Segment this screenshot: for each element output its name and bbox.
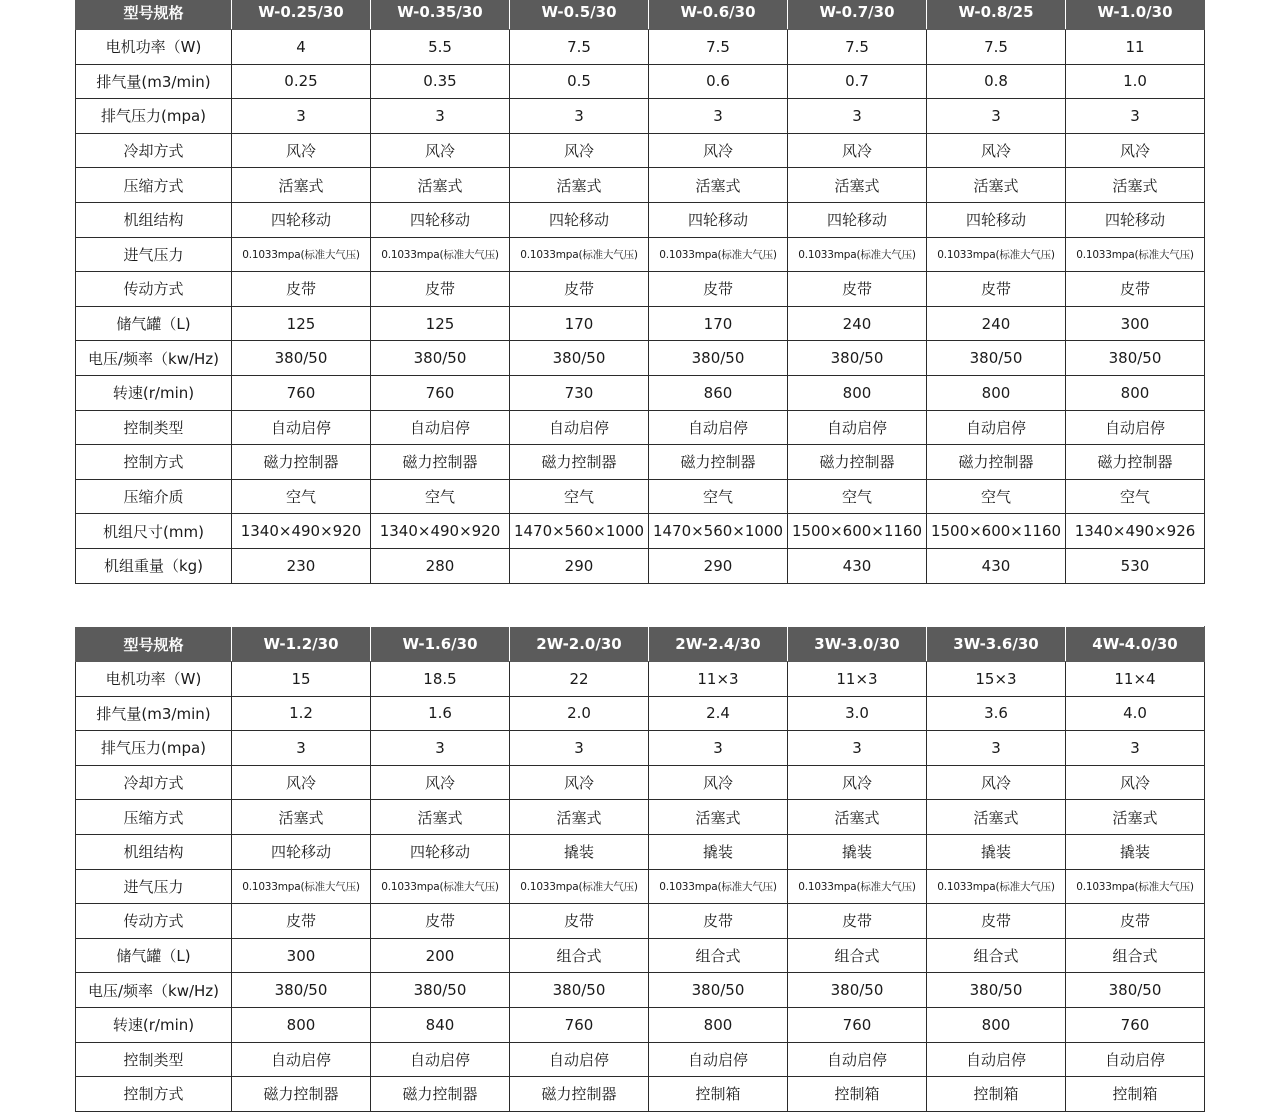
value-cell: 0.7 — [788, 64, 927, 99]
table-row — [76, 133, 1205, 168]
header-row — [76, 627, 1205, 662]
row-label-cell: 控制方式 — [76, 1077, 232, 1112]
row-label-cell: 储气罐（L) — [76, 306, 232, 341]
value-cell: 活塞式 — [510, 800, 649, 835]
table-row — [76, 1077, 1205, 1112]
table-row — [76, 272, 1205, 307]
value-cell: 530 — [1066, 548, 1205, 583]
row-label-cell: 电机功率（W) — [76, 662, 232, 697]
value-cell: 皮带 — [371, 272, 510, 307]
value-cell: 活塞式 — [1066, 800, 1205, 835]
value-cell: 4.0 — [1066, 696, 1205, 731]
header-cell-model: 3W-3.0/30 — [788, 627, 927, 662]
value-cell: 3 — [232, 731, 371, 766]
value-cell: 18.5 — [371, 662, 510, 697]
value-cell: 撬装 — [927, 834, 1066, 869]
value-cell: 11×4 — [1066, 662, 1205, 697]
value-cell: 组合式 — [510, 938, 649, 973]
value-cell: 撬装 — [788, 834, 927, 869]
value-cell: 2.4 — [649, 696, 788, 731]
value-cell: 控制箱 — [649, 1077, 788, 1112]
value-cell: 自动启停 — [788, 1042, 927, 1077]
value-cell: 4 — [232, 30, 371, 65]
value-cell: 1500×600×1160 — [927, 514, 1066, 549]
value-cell: 磁力控制器 — [232, 445, 371, 480]
value-cell: 15×3 — [927, 662, 1066, 697]
value-cell: 0.1033mpa(标准大气压) — [232, 869, 371, 904]
header-cell-model: W-1.6/30 — [371, 627, 510, 662]
table-row — [76, 341, 1205, 376]
value-cell: 860 — [649, 375, 788, 410]
value-cell: 430 — [788, 548, 927, 583]
value-cell: 230 — [232, 548, 371, 583]
value-cell: 3 — [1066, 99, 1205, 134]
table-row — [76, 445, 1205, 480]
value-cell: 皮带 — [927, 272, 1066, 307]
value-cell: 1470×560×1000 — [510, 514, 649, 549]
value-cell: 风冷 — [649, 133, 788, 168]
value-cell: 磁力控制器 — [649, 445, 788, 480]
table-row — [76, 306, 1205, 341]
table-row — [76, 30, 1205, 65]
value-cell: 0.1033mpa(标准大气压) — [649, 237, 788, 272]
table-row — [76, 514, 1205, 549]
value-cell: 800 — [927, 375, 1066, 410]
table-row — [76, 662, 1205, 697]
table-row — [76, 64, 1205, 99]
header-cell-model: W-0.7/30 — [788, 0, 927, 30]
value-cell: 3 — [510, 731, 649, 766]
header-cell-model: 2W-2.0/30 — [510, 627, 649, 662]
value-cell: 活塞式 — [371, 168, 510, 203]
value-cell: 3 — [232, 99, 371, 134]
value-cell: 380/50 — [649, 341, 788, 376]
value-cell: 皮带 — [510, 272, 649, 307]
value-cell: 380/50 — [927, 341, 1066, 376]
value-cell: 15 — [232, 662, 371, 697]
value-cell: 自动启停 — [371, 410, 510, 445]
header-cell-model: W-0.8/25 — [927, 0, 1066, 30]
header-cell-model: 2W-2.4/30 — [649, 627, 788, 662]
table-row — [76, 168, 1205, 203]
row-label-cell: 排气压力(mpa) — [76, 99, 232, 134]
value-cell: 风冷 — [510, 765, 649, 800]
value-cell: 四轮移动 — [371, 202, 510, 237]
value-cell: 磁力控制器 — [510, 1077, 649, 1112]
row-label-cell: 冷却方式 — [76, 133, 232, 168]
value-cell: 活塞式 — [371, 800, 510, 835]
value-cell: 1340×490×920 — [371, 514, 510, 549]
value-cell: 皮带 — [232, 904, 371, 939]
value-cell: 活塞式 — [232, 800, 371, 835]
value-cell: 380/50 — [788, 341, 927, 376]
value-cell: 800 — [788, 375, 927, 410]
value-cell: 皮带 — [232, 272, 371, 307]
value-cell: 空气 — [1066, 479, 1205, 514]
row-label-cell: 电机功率（W) — [76, 30, 232, 65]
value-cell: 空气 — [788, 479, 927, 514]
value-cell: 风冷 — [1066, 133, 1205, 168]
value-cell: 0.1033mpa(标准大气压) — [927, 869, 1066, 904]
value-cell: 380/50 — [232, 973, 371, 1008]
value-cell: 自动启停 — [510, 1042, 649, 1077]
header-row — [76, 0, 1205, 30]
value-cell: 活塞式 — [927, 168, 1066, 203]
value-cell: 240 — [927, 306, 1066, 341]
value-cell: 0.1033mpa(标准大气压) — [232, 237, 371, 272]
value-cell: 四轮移动 — [649, 202, 788, 237]
header-cell-model: W-0.35/30 — [371, 0, 510, 30]
value-cell: 风冷 — [788, 133, 927, 168]
value-cell: 撬装 — [510, 834, 649, 869]
value-cell: 四轮移动 — [510, 202, 649, 237]
value-cell: 0.1033mpa(标准大气压) — [927, 237, 1066, 272]
value-cell: 空气 — [232, 479, 371, 514]
value-cell: 空气 — [510, 479, 649, 514]
value-cell: 活塞式 — [788, 168, 927, 203]
value-cell: 控制箱 — [927, 1077, 1066, 1112]
value-cell: 磁力控制器 — [788, 445, 927, 480]
table-row — [76, 834, 1205, 869]
value-cell: 自动启停 — [649, 1042, 788, 1077]
value-cell: 760 — [510, 1007, 649, 1042]
table-row — [76, 375, 1205, 410]
value-cell: 300 — [1066, 306, 1205, 341]
value-cell: 840 — [371, 1007, 510, 1042]
value-cell: 空气 — [927, 479, 1066, 514]
value-cell: 空气 — [371, 479, 510, 514]
spec-table-2 — [75, 626, 1205, 1112]
spec-table-1 — [75, 0, 1205, 584]
value-cell: 活塞式 — [649, 800, 788, 835]
value-cell: 760 — [232, 375, 371, 410]
value-cell: 风冷 — [371, 133, 510, 168]
value-cell: 自动启停 — [927, 1042, 1066, 1077]
value-cell: 活塞式 — [1066, 168, 1205, 203]
value-cell: 3 — [927, 99, 1066, 134]
value-cell: 290 — [649, 548, 788, 583]
value-cell: 组合式 — [788, 938, 927, 973]
table-row — [76, 479, 1205, 514]
value-cell: 800 — [1066, 375, 1205, 410]
value-cell: 活塞式 — [232, 168, 371, 203]
value-cell: 风冷 — [510, 133, 649, 168]
value-cell: 0.1033mpa(标准大气压) — [1066, 869, 1205, 904]
value-cell: 皮带 — [371, 904, 510, 939]
value-cell: 组合式 — [649, 938, 788, 973]
value-cell: 活塞式 — [510, 168, 649, 203]
table-row — [76, 1042, 1205, 1077]
value-cell: 控制箱 — [788, 1077, 927, 1112]
value-cell: 7.5 — [788, 30, 927, 65]
value-cell: 380/50 — [649, 973, 788, 1008]
row-label-cell: 冷却方式 — [76, 765, 232, 800]
value-cell: 800 — [649, 1007, 788, 1042]
value-cell: 3.0 — [788, 696, 927, 731]
value-cell: 430 — [927, 548, 1066, 583]
value-cell: 11×3 — [649, 662, 788, 697]
value-cell: 3 — [649, 731, 788, 766]
header-cell-model: W-1.2/30 — [232, 627, 371, 662]
value-cell: 760 — [788, 1007, 927, 1042]
value-cell: 四轮移动 — [232, 202, 371, 237]
table-row — [76, 973, 1205, 1008]
value-cell: 组合式 — [1066, 938, 1205, 973]
row-label-cell: 机组重量（kg) — [76, 548, 232, 583]
value-cell: 四轮移动 — [927, 202, 1066, 237]
value-cell: 皮带 — [788, 904, 927, 939]
value-cell: 自动启停 — [232, 1042, 371, 1077]
row-label-cell: 储气罐（L) — [76, 938, 232, 973]
value-cell: 0.8 — [927, 64, 1066, 99]
row-label-cell: 机组结构 — [76, 202, 232, 237]
value-cell: 0.1033mpa(标准大气压) — [371, 237, 510, 272]
value-cell: 自动启停 — [649, 410, 788, 445]
value-cell: 170 — [649, 306, 788, 341]
value-cell: 380/50 — [371, 341, 510, 376]
row-label-cell: 排气压力(mpa) — [76, 731, 232, 766]
value-cell: 自动启停 — [1066, 1042, 1205, 1077]
header-cell-model: W-1.0/30 — [1066, 0, 1205, 30]
row-label-cell: 控制类型 — [76, 410, 232, 445]
value-cell: 皮带 — [788, 272, 927, 307]
value-cell: 空气 — [649, 479, 788, 514]
value-cell: 0.6 — [649, 64, 788, 99]
value-cell: 1.6 — [371, 696, 510, 731]
row-label-cell: 控制方式 — [76, 445, 232, 480]
table-row — [76, 800, 1205, 835]
value-cell: 380/50 — [510, 341, 649, 376]
value-cell: 7.5 — [649, 30, 788, 65]
value-cell: 磁力控制器 — [371, 1077, 510, 1112]
value-cell: 0.1033mpa(标准大气压) — [510, 869, 649, 904]
value-cell: 1470×560×1000 — [649, 514, 788, 549]
value-cell: 380/50 — [788, 973, 927, 1008]
row-label-cell: 传动方式 — [76, 904, 232, 939]
value-cell: 风冷 — [788, 765, 927, 800]
header-cell-label: 型号规格 — [76, 627, 232, 662]
value-cell: 活塞式 — [649, 168, 788, 203]
table-row — [76, 410, 1205, 445]
value-cell: 磁力控制器 — [510, 445, 649, 480]
table-row — [76, 765, 1205, 800]
value-cell: 组合式 — [927, 938, 1066, 973]
table-row — [76, 548, 1205, 583]
value-cell: 760 — [371, 375, 510, 410]
table-row — [76, 1007, 1205, 1042]
value-cell: 控制箱 — [1066, 1077, 1205, 1112]
value-cell: 3 — [649, 99, 788, 134]
value-cell: 380/50 — [1066, 341, 1205, 376]
value-cell: 撬装 — [1066, 834, 1205, 869]
value-cell: 0.1033mpa(标准大气压) — [788, 237, 927, 272]
value-cell: 皮带 — [1066, 272, 1205, 307]
value-cell: 3 — [927, 731, 1066, 766]
table-row — [76, 99, 1205, 134]
value-cell: 170 — [510, 306, 649, 341]
header-cell-model: 4W-4.0/30 — [1066, 627, 1205, 662]
value-cell: 0.25 — [232, 64, 371, 99]
value-cell: 3 — [371, 99, 510, 134]
value-cell: 22 — [510, 662, 649, 697]
value-cell: 皮带 — [927, 904, 1066, 939]
value-cell: 风冷 — [649, 765, 788, 800]
value-cell: 1340×490×920 — [232, 514, 371, 549]
row-label-cell: 机组结构 — [76, 834, 232, 869]
value-cell: 自动启停 — [232, 410, 371, 445]
row-label-cell: 压缩方式 — [76, 800, 232, 835]
value-cell: 活塞式 — [788, 800, 927, 835]
value-cell: 1.0 — [1066, 64, 1205, 99]
row-label-cell: 排气量(m3/min) — [76, 696, 232, 731]
row-label-cell: 机组尺寸(mm) — [76, 514, 232, 549]
value-cell: 四轮移动 — [788, 202, 927, 237]
value-cell: 0.1033mpa(标准大气压) — [788, 869, 927, 904]
value-cell: 5.5 — [371, 30, 510, 65]
value-cell: 7.5 — [510, 30, 649, 65]
value-cell: 380/50 — [510, 973, 649, 1008]
value-cell: 760 — [1066, 1007, 1205, 1042]
table-row — [76, 938, 1205, 973]
value-cell: 2.0 — [510, 696, 649, 731]
value-cell: 风冷 — [927, 765, 1066, 800]
value-cell: 290 — [510, 548, 649, 583]
row-label-cell: 电压/频率（kw/Hz) — [76, 341, 232, 376]
table-row — [76, 904, 1205, 939]
value-cell: 300 — [232, 938, 371, 973]
value-cell: 3 — [788, 99, 927, 134]
value-cell: 200 — [371, 938, 510, 973]
value-cell: 280 — [371, 548, 510, 583]
header-cell-model: W-0.25/30 — [232, 0, 371, 30]
row-label-cell: 排气量(m3/min) — [76, 64, 232, 99]
value-cell: 125 — [232, 306, 371, 341]
header-cell-label: 型号规格 — [76, 0, 232, 30]
value-cell: 7.5 — [927, 30, 1066, 65]
value-cell: 3 — [1066, 731, 1205, 766]
value-cell: 125 — [371, 306, 510, 341]
value-cell: 皮带 — [649, 272, 788, 307]
value-cell: 0.1033mpa(标准大气压) — [1066, 237, 1205, 272]
value-cell: 皮带 — [510, 904, 649, 939]
value-cell: 活塞式 — [927, 800, 1066, 835]
row-label-cell: 进气压力 — [76, 237, 232, 272]
value-cell: 3 — [788, 731, 927, 766]
value-cell: 1500×600×1160 — [788, 514, 927, 549]
value-cell: 0.1033mpa(标准大气压) — [371, 869, 510, 904]
value-cell: 0.1033mpa(标准大气压) — [510, 237, 649, 272]
value-cell: 磁力控制器 — [371, 445, 510, 480]
value-cell: 磁力控制器 — [927, 445, 1066, 480]
value-cell: 11 — [1066, 30, 1205, 65]
value-cell: 皮带 — [1066, 904, 1205, 939]
header-cell-model: W-0.6/30 — [649, 0, 788, 30]
value-cell: 240 — [788, 306, 927, 341]
value-cell: 风冷 — [1066, 765, 1205, 800]
table-row — [76, 731, 1205, 766]
value-cell: 1.2 — [232, 696, 371, 731]
value-cell: 3 — [371, 731, 510, 766]
value-cell: 自动启停 — [371, 1042, 510, 1077]
value-cell: 四轮移动 — [232, 834, 371, 869]
value-cell: 380/50 — [371, 973, 510, 1008]
table-row — [76, 869, 1205, 904]
value-cell: 11×3 — [788, 662, 927, 697]
value-cell: 四轮移动 — [1066, 202, 1205, 237]
value-cell: 380/50 — [927, 973, 1066, 1008]
value-cell: 1340×490×926 — [1066, 514, 1205, 549]
value-cell: 800 — [927, 1007, 1066, 1042]
value-cell: 730 — [510, 375, 649, 410]
value-cell: 0.35 — [371, 64, 510, 99]
row-label-cell: 进气压力 — [76, 869, 232, 904]
value-cell: 磁力控制器 — [1066, 445, 1205, 480]
value-cell: 0.1033mpa(标准大气压) — [649, 869, 788, 904]
value-cell: 3.6 — [927, 696, 1066, 731]
value-cell: 风冷 — [232, 133, 371, 168]
value-cell: 自动启停 — [510, 410, 649, 445]
row-label-cell: 压缩方式 — [76, 168, 232, 203]
value-cell: 皮带 — [649, 904, 788, 939]
value-cell: 风冷 — [232, 765, 371, 800]
header-cell-model: 3W-3.6/30 — [927, 627, 1066, 662]
value-cell: 380/50 — [232, 341, 371, 376]
value-cell: 自动启停 — [788, 410, 927, 445]
value-cell: 自动启停 — [1066, 410, 1205, 445]
row-label-cell: 转速(r/min) — [76, 375, 232, 410]
value-cell: 380/50 — [1066, 973, 1205, 1008]
row-label-cell: 电压/频率（kw/Hz) — [76, 973, 232, 1008]
value-cell: 800 — [232, 1007, 371, 1042]
table-row — [76, 237, 1205, 272]
header-cell-model: W-0.5/30 — [510, 0, 649, 30]
table-row — [76, 696, 1205, 731]
value-cell: 自动启停 — [927, 410, 1066, 445]
table-row — [76, 202, 1205, 237]
row-label-cell: 传动方式 — [76, 272, 232, 307]
value-cell: 四轮移动 — [371, 834, 510, 869]
value-cell: 磁力控制器 — [232, 1077, 371, 1112]
value-cell: 风冷 — [927, 133, 1066, 168]
row-label-cell: 转速(r/min) — [76, 1007, 232, 1042]
value-cell: 撬装 — [649, 834, 788, 869]
row-label-cell: 控制类型 — [76, 1042, 232, 1077]
value-cell: 3 — [510, 99, 649, 134]
row-label-cell: 压缩介质 — [76, 479, 232, 514]
value-cell: 0.5 — [510, 64, 649, 99]
value-cell: 风冷 — [371, 765, 510, 800]
